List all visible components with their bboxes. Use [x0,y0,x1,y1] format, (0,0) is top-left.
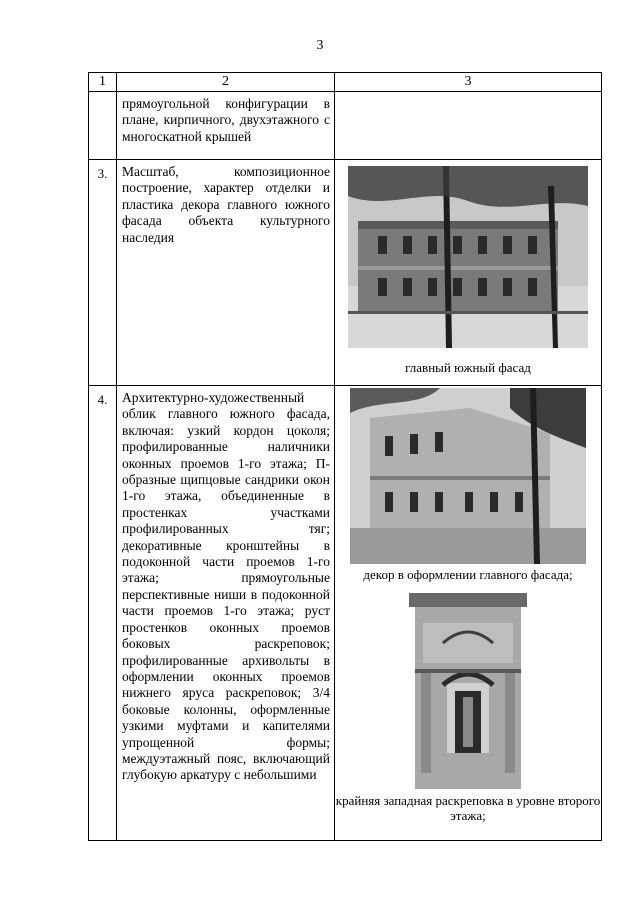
column-header: 2 [117,73,335,92]
page-number: 3 [316,38,324,53]
column-header: 1 [89,73,117,92]
table-row [89,92,602,160]
row-number: 4. [89,386,117,841]
table-row [89,386,602,841]
image-cell [335,386,602,841]
south-facade-photo [348,166,588,348]
facade-decor-photo [350,388,586,564]
row-number [89,92,117,160]
image-caption: крайняя западная раскреповка в уровне второго этажа; [335,793,601,823]
row-text: прямоугольной конфигурации в плане, кирпичного, двухэтажного с многоскатной крышей [117,92,335,160]
row-text: Архитектурно-художественный облик главного южного фасада, включая: узкий кордон цоколя; профилированные наличники оконных проемов 1-го этажа; П-образные щипцовые сандрики окон 1-го этажа, объединенные в простенках участками профилированных тяг; декоративные кронштейны в подоконной части проемов 1-го этажа; прямоугольные перспективные ниши в подоконной части проемов 1-го этажа; руст простенков оконных проемов боковых раскреповок; профилированные архивольты в оформлении оконных проемов нижнего яруса раскреповок; 3/4 боковые колонны, оформленные узкими муфтами и капителями упрощенной формы; междуэтажный пояс, включающий глубокую аркатуру с небольшими [117,386,335,841]
column-header: 3 [335,73,602,92]
image-caption: главный южный фасад [405,360,531,375]
image-cell [335,160,602,386]
heritage-table [88,72,602,841]
table-row [89,160,602,386]
row-text: Масштаб, композиционное построение, характер отделки и пластика декора главного южного фасада объекта культурного наследия [117,160,335,386]
empty-cell [335,92,602,160]
image-caption: декор в оформлении главного фасада; [363,567,573,582]
west-projection-photo [409,593,527,789]
table-header-row [89,73,602,92]
row-number: 3. [89,160,117,386]
